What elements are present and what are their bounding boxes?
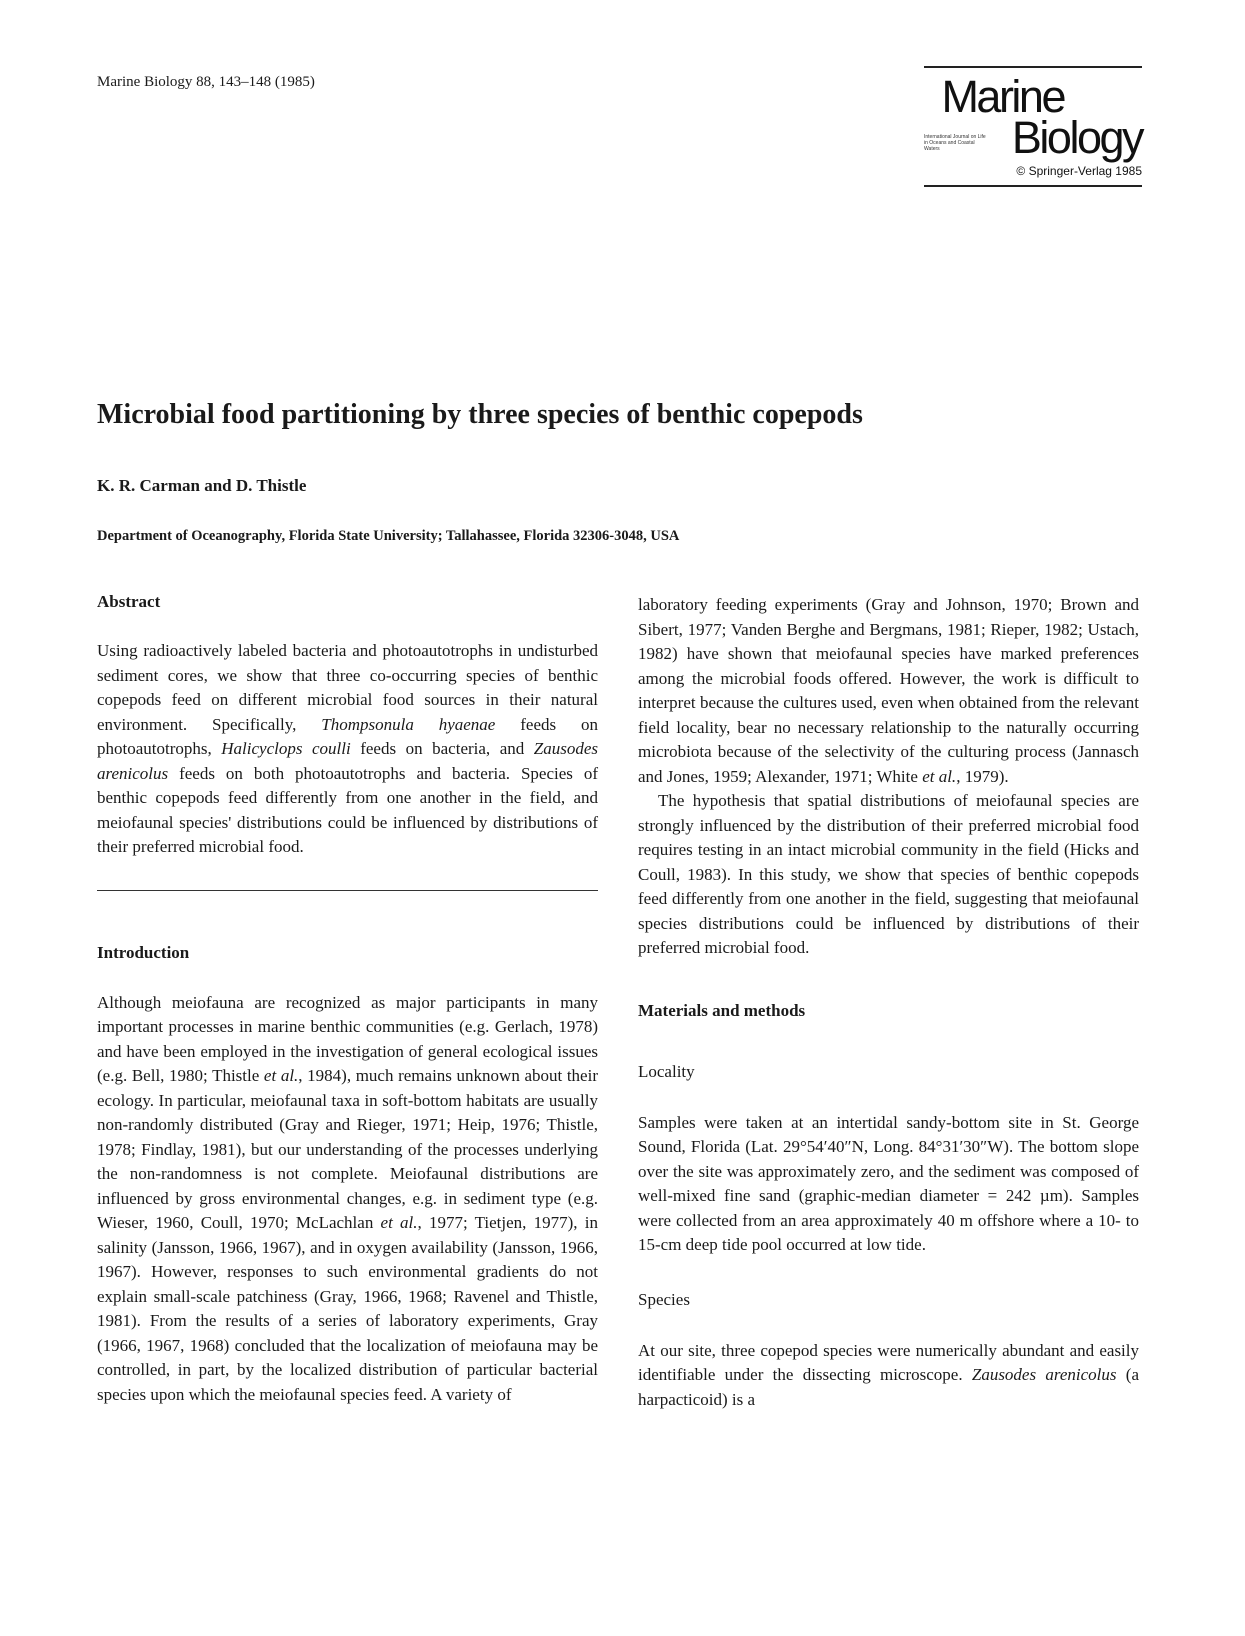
logo-rule-top (924, 66, 1142, 68)
species-text: At our site, three copepod species were numerically abundant and easily identifiable under the dissecting microscope. Zausodes arenicolus (a harpacticoid) is a (638, 1340, 1139, 1409)
left-column (97, 590, 598, 1407)
abstract-text: Using radioactively labeled bacteria and photoautotrophs in undisturbed sediment cores, we show that three co-occurring species of benthic copepods feed on different microbial food sources in their natural environment. Specifically, Thompsonula hyaenae feeds on photoautotrophs, Halicyclops coulli feeds on bacteria, and Zausodes arenicolus feeds on both photoautotrophs and bacteria. Species of benthic copepods feed differently from one another in the field, and meiofaunal species' distributions could be influenced by distributions of their preferred microbial food. (97, 641, 598, 856)
article-title: Microbial food partitioning by three species of benthic copepods (97, 399, 863, 430)
logo-rule-bottom (924, 185, 1142, 187)
introduction-paragraph-1-part-a: Although meiofauna are recognized as major participants in many important processes in marine benthic communities (e.g. Gerlach, 1978) and have been employed in the investigation of general ecological issues (e.g. Bell, 1980; Thistle et al., 1984), much remains unknown about their ecology. In particular, meiofaunal taxa in soft-bottom habitats are usually non-randomly distributed (Gray and Rieger, 1971; Heip, 1976; Thistle, 1978; Findlay, 1981), but our understanding of the processes underlying the non-randomness is not complete. Meiofaunal distributions are influenced by gross environmental changes, e.g. in sediment type (e.g. Wieser, 1960, Coull, 1970; McLachlan et al., 1977; Tietjen, 1977), in salinity (Jansson, 1966, 1967), and in oxygen availability (Jansson, 1966, 1967). However, responses to such environmental gradients do not explain small-scale patchiness (Gray, 1966, 1968; Ravenel and Thistle, 1981). From the results of a series of laboratory experiments, Gray (1966, 1967, 1968) concluded that the localization of meiofauna may be controlled, in part, by the localized distribution of particular bacterial species upon which the meiofaunal species feed. A variety of (97, 992, 598, 1404)
species-name: Halicyclops coulli (221, 739, 351, 758)
introduction-paragraph-1-part-b: laboratory feeding experiments (Gray and Johnson, 1970; Brown and Sibert, 1977; Vanden Berghe and Bergmans, 1981; Rieper, 1982; Ustach, 1982) have shown that meiofaunal species have marked preferences among the microbial foods offered. However, the work is difficult to interpret because the cultures used, even when obtained from the relevant field locality, bear no necessary relationship to the naturally occurring microbiota because of the selectivity of the culturing process (Jannasch and Jones, 1959; Alexander, 1971; White et al., 1979). (638, 595, 1139, 786)
species-name: Thompsonula hyaenae (321, 714, 496, 734)
abstract-divider (97, 890, 598, 891)
journal-logo (924, 62, 1142, 187)
logo-tagline: International Journal on Life in Oceans and Coastal Waters (924, 134, 986, 152)
running-head: Marine Biology 88, 143–148 (1985) (97, 74, 315, 90)
article-authors: K. R. Carman and D. Thistle (97, 476, 307, 495)
right-column (638, 593, 1139, 1412)
species-name: Zausodes arenicolus (97, 739, 598, 783)
locality-text: Samples were taken at an intertidal sandy-bottom site in St. George Sound, Florida (Lat. 29°54′40″N, Long. 84°31′30″W). The bottom slope over the site was approximately zero, and the sediment was composed of well-mixed fine sand (graphic-median diameter = 242 µm). Samples were collected from an area approximately 40 m offshore where a 10- to 15-cm deep tide pool occurred at low tide. (638, 1112, 1139, 1254)
logo-copyright: © Springer-Verlag 1985 (1016, 164, 1142, 178)
methods-heading: Materials and methods (638, 1000, 806, 1020)
article-affiliation: Department of Oceanography, Florida State University; Tallahassee, Florida 32306-3048, USA (97, 528, 680, 544)
species-name: Zausodes arenicolus (971, 1365, 1117, 1384)
species-heading: Species (638, 1289, 690, 1309)
logo-word-biology: Biology (1011, 112, 1142, 163)
introduction-paragraph-2: The hypothesis that spatial distributions of meiofaunal species are strongly influenced by the distribution of their preferred microbial food requires testing in an intact microbial community in the field (Hicks and Coull, 1983). In this study, we show that species of benthic copepods feed differently from one another in the field, suggesting that meiofaunal species distributions could be influenced by distributions of their preferred microbial food. (638, 791, 1139, 957)
logo-word-marine: Marine (941, 71, 1064, 122)
locality-heading: Locality (638, 1061, 695, 1081)
abstract-heading: Abstract (97, 592, 161, 611)
introduction-heading: Introduction (97, 942, 190, 962)
